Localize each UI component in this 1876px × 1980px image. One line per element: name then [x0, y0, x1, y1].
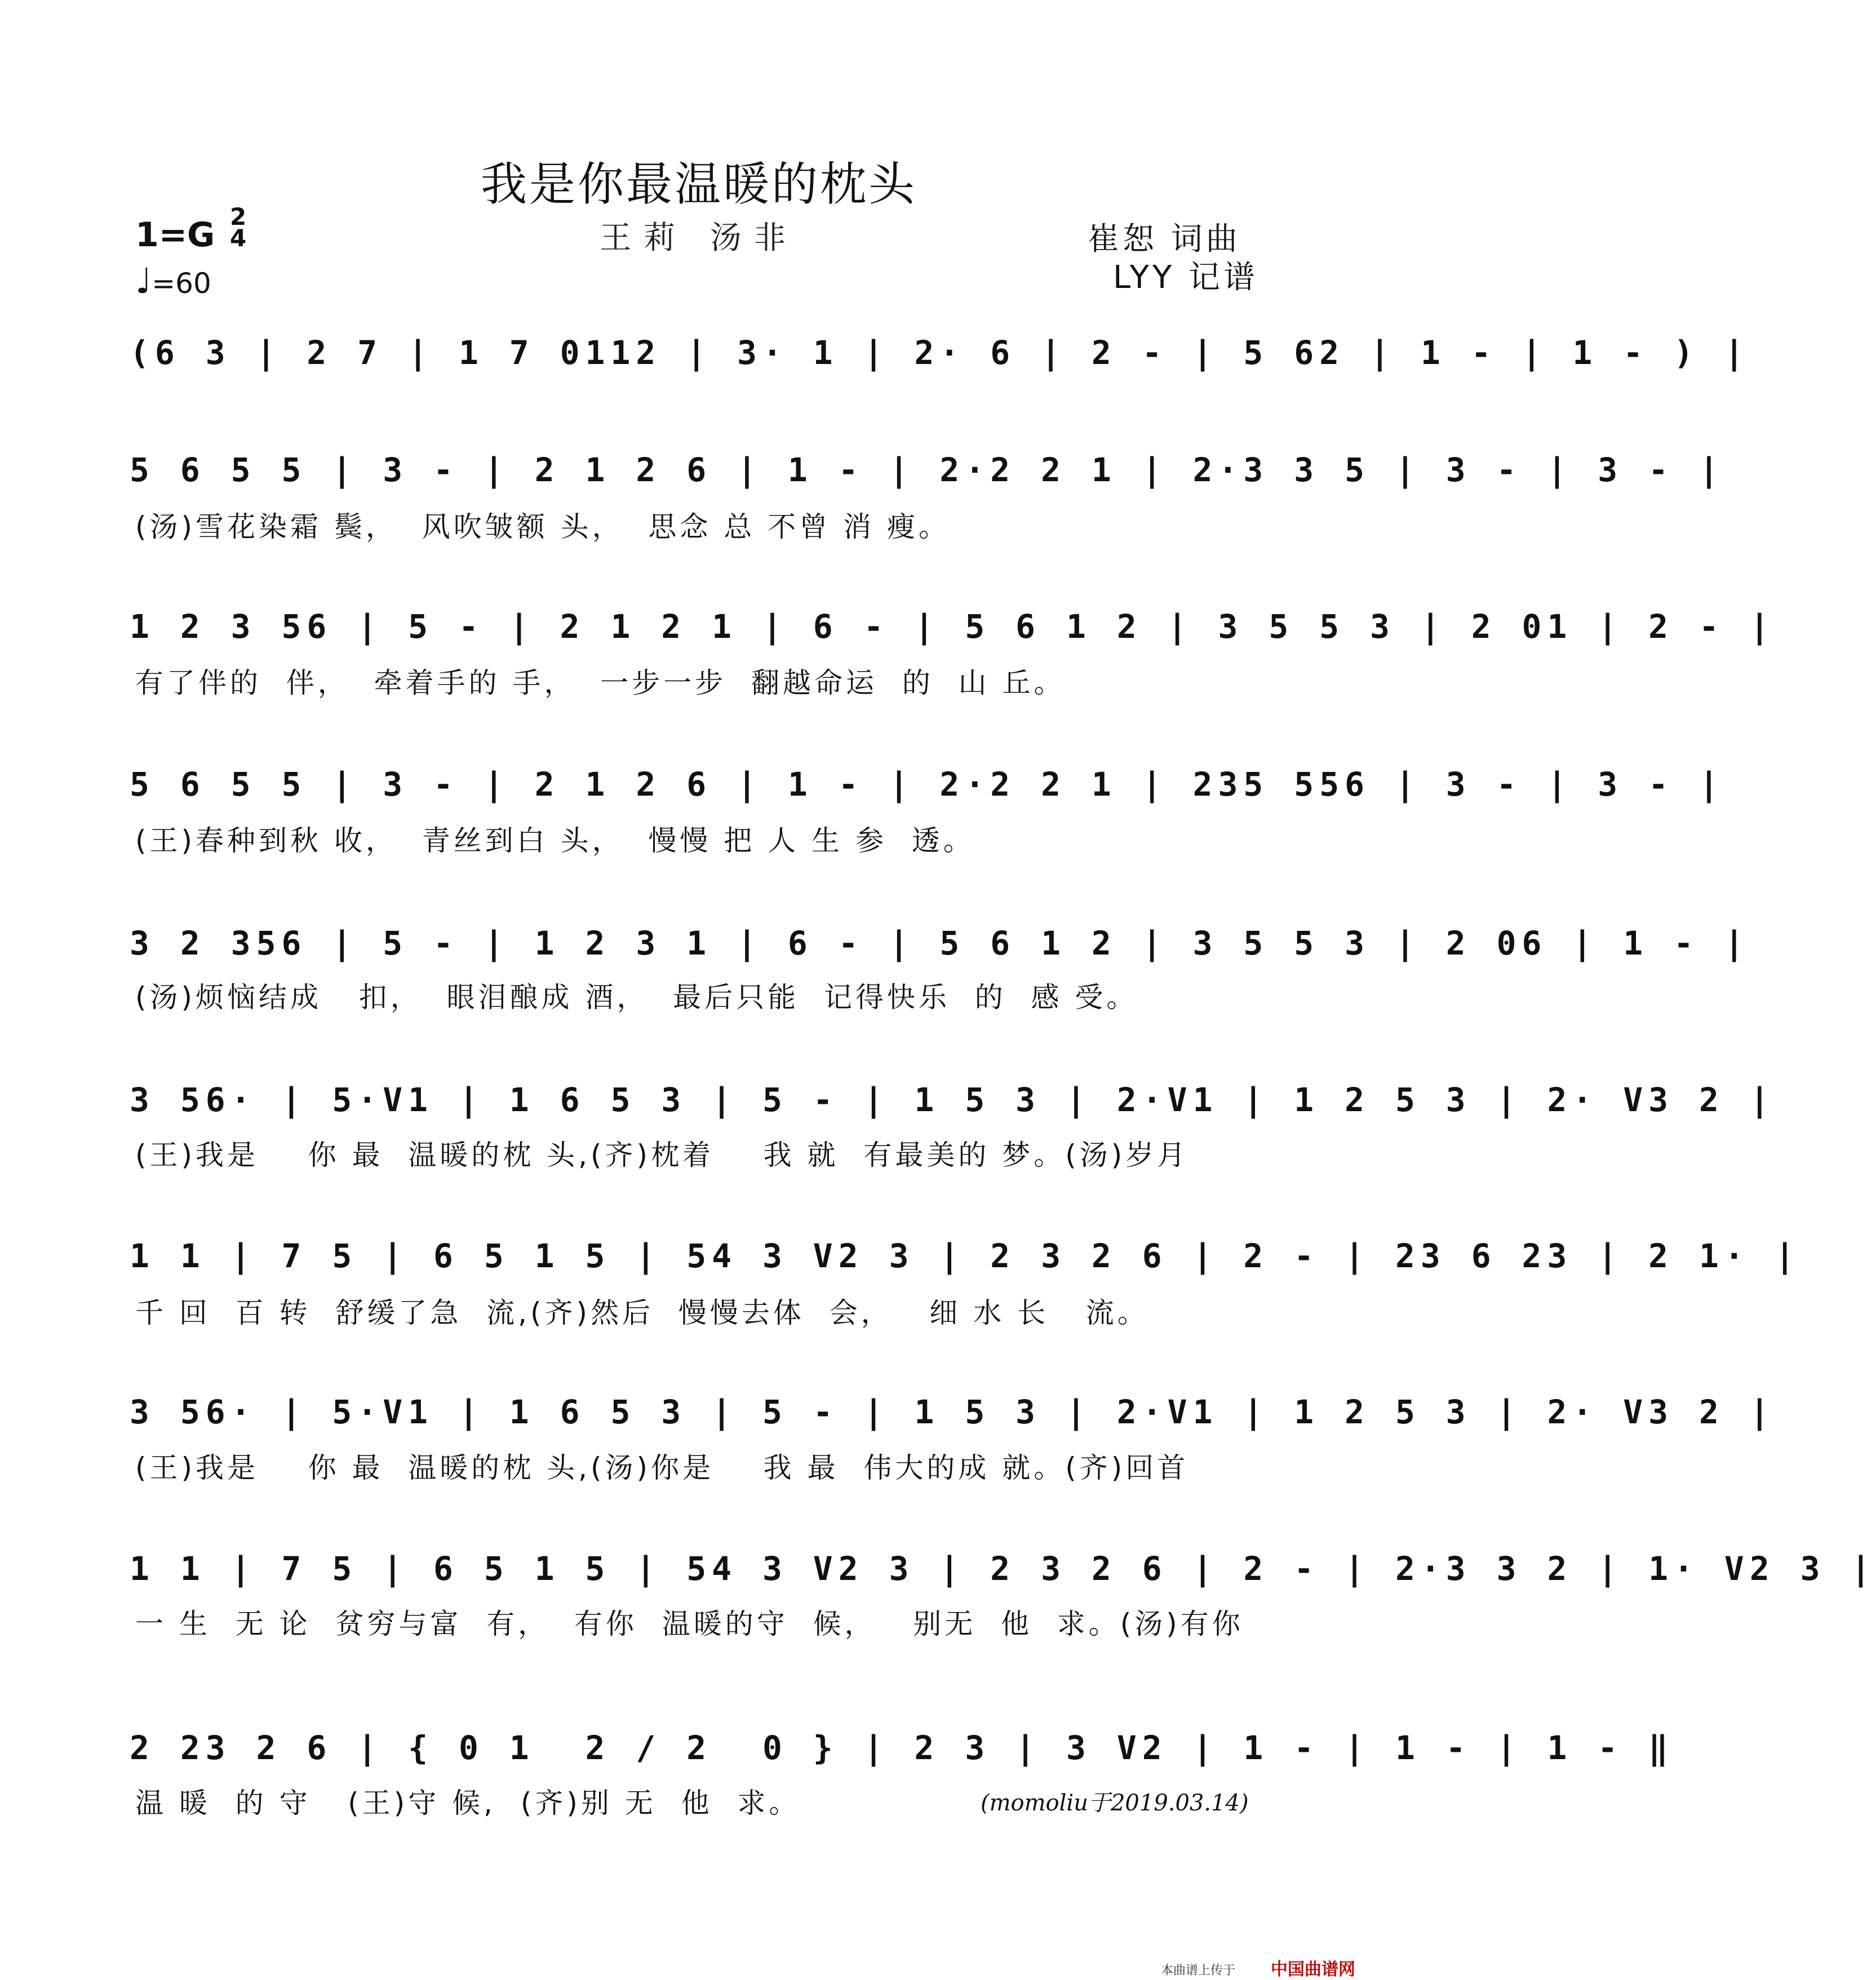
score-title: 我是你最温暖的枕头 [480, 158, 917, 211]
key-signature: 1=G [135, 215, 215, 255]
score-row-lyrics: (王)我是 你 最 温暖的枕 头,(齐)枕着 我 就 有最美的 梦。(汤)岁月 [135, 1139, 1189, 1171]
score-row-lyrics: 温 暖 的 守 (王)守 候, (齐)别 无 他 求。 [135, 1787, 801, 1819]
score-row-lyrics: (王)我是 你 最 温暖的枕 头,(汤)你是 我 最 伟大的成 就。(齐)回首 [135, 1451, 1189, 1484]
time-signature-bottom: 4 [230, 224, 247, 252]
score-row-notes: 5 6 5 5 | 3 - | 2 1 2 6 | 1 - | 2·2 2 1 | 2·3 3 5 | 3 - | 3 - | [130, 451, 1724, 489]
score-row-lyrics: (汤)烦恼结成 扣， 眼泪酿成 酒， 最后只能 记得快乐 的 感 受。 [135, 981, 1138, 1014]
score-row-notes: 3 56· | 5·V1 | 1 6 5 3 | 5 - | 1 5 3 | 2·V1 | 1 2 5 3 | 2· V3 2 | [130, 1393, 1775, 1431]
score-row-lyrics: 有了伴的 伴， 牵着手的 手， 一步一步 翻越命运 的 山 丘。 [135, 667, 1066, 699]
score-row-notes: 1 1 | 7 5 | 6 5 1 5 | 54 3 V2 3 | 2 3 2 6 | 2 - | 2·3 3 2 | 1· V2 3 | [130, 1550, 1876, 1588]
transcriber-signature: (momoliu于2019.03.14) [981, 1790, 1249, 1816]
score-row-notes: (6 3 | 2 7 | 1 7 0112 | 3· 1 | 2· 6 | 2 - | 5 62 | 1 - | 1 - ) | [130, 334, 1750, 372]
score-row-notes: 1 1 | 7 5 | 6 5 1 5 | 54 3 V2 3 | 2 3 2 6 | 2 - | 23 6 23 | 2 1· | [130, 1237, 1800, 1275]
time-signature [230, 203, 247, 252]
singers: 王莉 汤非 [600, 220, 798, 256]
score-row-lyrics: 一 生 无 论 贫穷与富 有， 有你 温暖的守 候， 别无 他 求。(汤)有你 [135, 1608, 1244, 1640]
quarter-note-icon: ♩ [135, 260, 152, 301]
tempo [135, 260, 211, 301]
score-row-lyrics: (王)春种到秋 收， 青丝到白 头， 慢慢 把 人 生 参 透。 [135, 824, 975, 857]
score-row-notes: 3 2 356 | 5 - | 1 2 3 1 | 6 - | 5 6 1 2 | 3 5 5 3 | 2 06 | 1 - | [130, 924, 1750, 962]
score-row-notes: 2 23 2 6 | { 0 1 2 / 2 0 } | 2 3 | 3 V2 | 1 - | 1 - | 1 - ‖ [130, 1729, 1674, 1767]
time-signature-top: 2 [230, 203, 247, 230]
tempo-value: =60 [152, 267, 211, 300]
score-row-lyrics: (汤)雪花染霜 鬓， 风吹皱额 头， 思念 总 不曾 消 瘦。 [135, 510, 950, 543]
score-row-notes: 5 6 5 5 | 3 - | 2 1 2 6 | 1 - | 2·2 2 1 | 235 556 | 3 - | 3 - | [130, 765, 1724, 803]
transcriber-credit: LYY 记谱 [1113, 259, 1258, 296]
footer-upload-text: 本曲谱上传于 [1161, 1964, 1236, 1978]
score-row-notes: 1 2 3 56 | 5 - | 2 1 2 1 | 6 - | 5 6 1 2 | 3 5 5 3 | 2 01 | 2 - | [130, 607, 1775, 646]
score-row-lyrics: 千 回 百 转 舒缓了急 流,(齐)然后 慢慢去体 会， 细 水 长 流。 [135, 1297, 1149, 1329]
score-row-notes: 3 56· | 5·V1 | 1 6 5 3 | 5 - | 1 5 3 | 2·V1 | 1 2 5 3 | 2· V3 2 | [130, 1081, 1775, 1119]
composer-credit: 崔恕 词曲 [1088, 221, 1241, 258]
site-logo: 中国曲谱网 [1271, 1960, 1355, 1979]
